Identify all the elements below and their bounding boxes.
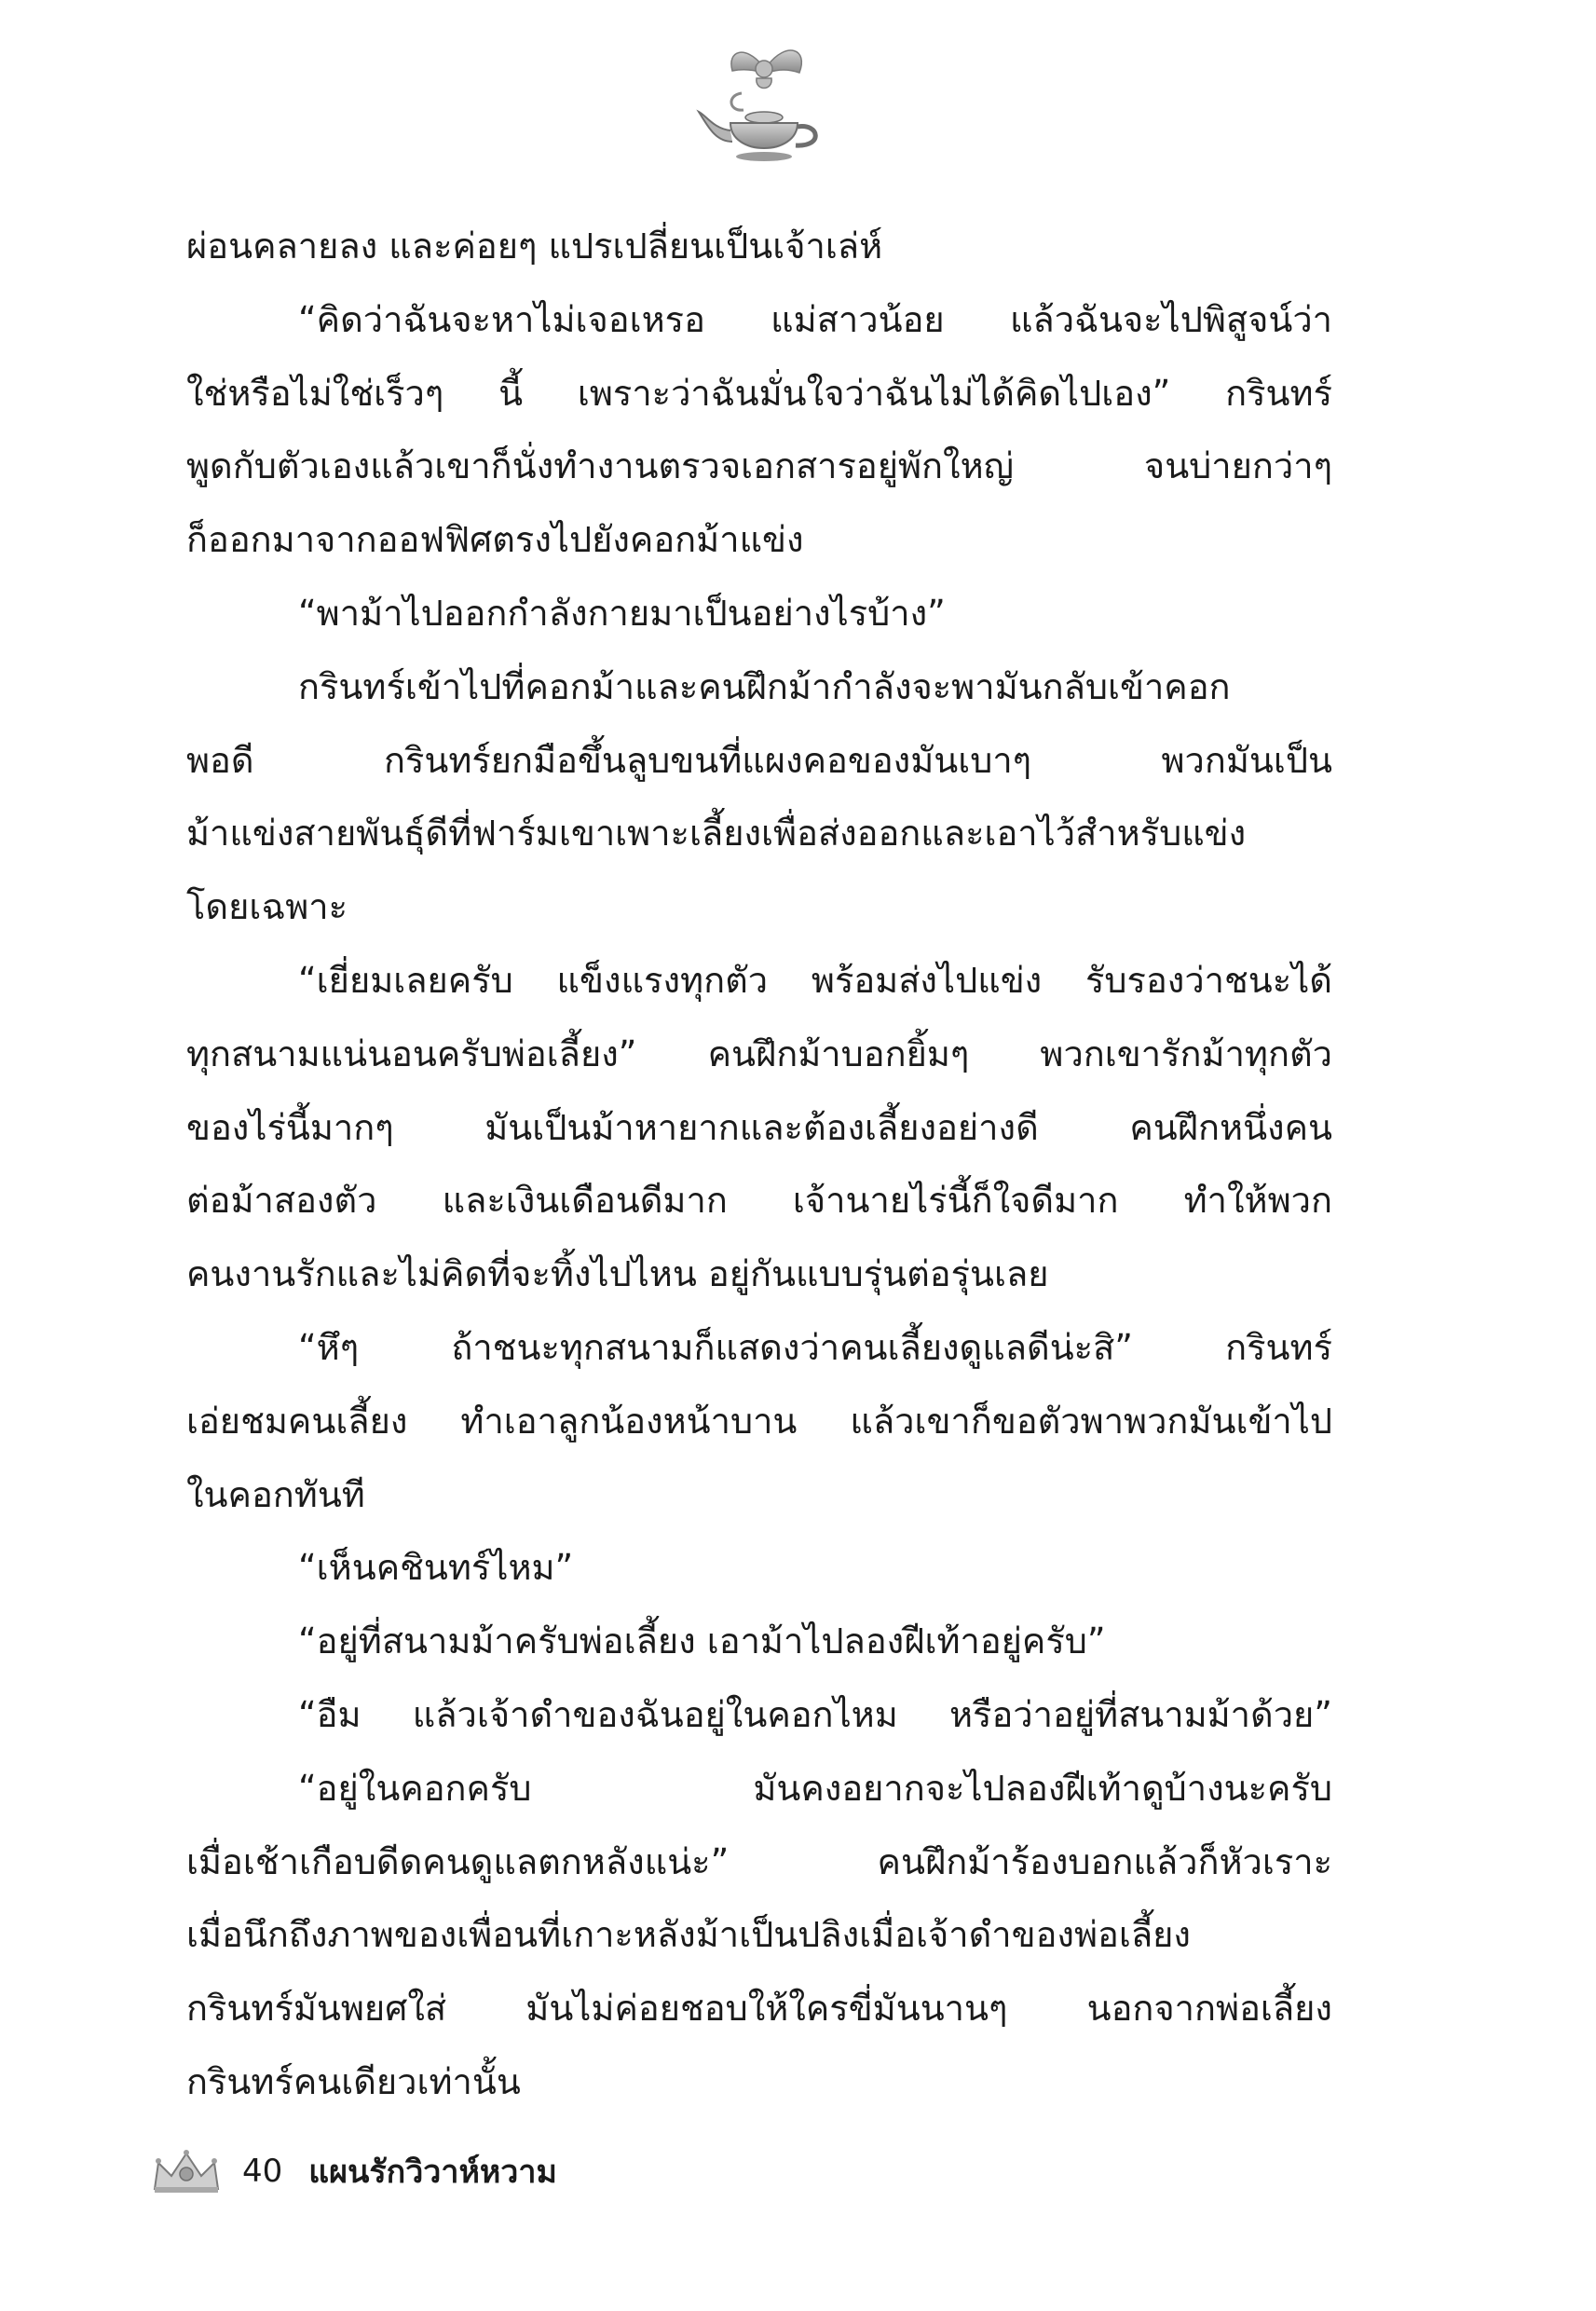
text-line: เมื่อเช้าเกือบดีดคนดูแลตกหลังแน่ะ” คนฝึกม้าร้องบอกแล้วก็หัวเราะ xyxy=(186,1840,1332,1882)
text-line: “คิดว่าฉันจะหาไม่เจอเหรอ แม่สาวน้อย แล้วฉันจะไปพิสูจน์ว่า xyxy=(298,298,1332,340)
text-line: ผ่อนคลายลง และค่อยๆ แปรเปลี่ยนเป็นเจ้าเล่ห์ xyxy=(186,226,883,267)
text-line: “อยู่ในคอกครับ มันคงอยากจะไปลองฝีเท้าดูบ้างนะครับ xyxy=(298,1767,1332,1809)
text-line: กรินทร์เข้าไปที่คอกม้าและคนฝึกม้ากำลังจะพามันกลับเข้าคอก xyxy=(298,665,1231,707)
text-line: ก็ออกมาจากออฟฟิศตรงไปยังคอกม้าแข่ง xyxy=(186,519,804,561)
text-line: พูดกับตัวเองแล้วเขาก็นั่งทำงานตรวจเอกสารอยู่พักใหญ่ จนบ่ายกว่าๆ xyxy=(186,445,1332,487)
text-line: เอ่ยชมคนเลี้ยง ทำเอาลูกน้องหน้าบาน แล้วเขาก็ขอตัวพาพวกมันเข้าไป xyxy=(186,1400,1332,1442)
text-line: พอดี กรินทร์ยกมือขึ้นลูบขนที่แผงคอของมันเบาๆ พวกมันเป็น xyxy=(186,739,1332,781)
text-line: ทุกสนามแน่นอนครับพ่อเลี้ยง” คนฝึกม้าบอกยิ้มๆ พวกเขารักม้าทุกตัว xyxy=(186,1032,1332,1074)
text-line: “พาม้าไปออกกำลังกายมาเป็นอย่างไรบ้าง” xyxy=(298,592,946,634)
body-text xyxy=(186,210,1332,2119)
text-line: กรินทร์มันพยศใส่ มันไม่ค่อยชอบให้ใครขี่มันนานๆ นอกจากพ่อเลี้ยง xyxy=(186,1988,1332,2030)
book-title: แผนรักวิวาห์หวาม xyxy=(308,2154,557,2191)
text-line: “เยี่ยมเลยครับ แข็งแรงทุกตัว พร้อมส่งไปแข่ง รับรองว่าชนะได้ xyxy=(298,959,1332,1001)
cupid-teapot-icon xyxy=(689,37,839,177)
text-line: กรินทร์คนเดียวเท่านั้น xyxy=(186,2060,521,2102)
page-number: 40 xyxy=(242,2153,283,2190)
text-line: โดยเฉพาะ xyxy=(186,886,348,928)
text-line: “อยู่ที่สนามม้าครับพ่อเลี้ยง เอาม้าไปลองฝีเท้าอยู่ครับ” xyxy=(298,1620,1106,1662)
text-line: ของไร่นี้มากๆ มันเป็นม้าหายากและต้องเลี้ยงอย่างดี คนฝึกหนึ่งคน xyxy=(186,1106,1332,1148)
text-line: ต่อม้าสองตัว และเงินเดือนดีมาก เจ้านายไร่นี้ก็ใจดีมาก ทำให้พวก xyxy=(186,1180,1332,1222)
text-line: ใช่หรือไม่ใช่เร็วๆ นี้ เพราะว่าฉันมั่นใจว่าฉันไม่ได้คิดไปเอง” กรินทร์ xyxy=(186,372,1332,414)
text-line: เมื่อนึกถึงภาพของเพื่อนที่เกาะหลังม้าเป็นปลิงเมื่อเจ้าดำของพ่อเลี้ยง xyxy=(186,1914,1191,1956)
page-footer xyxy=(149,2139,557,2204)
text-line: ม้าแข่งสายพันธุ์ดีที่ฟาร์มเขาเพาะเลี้ยงเพื่อส่งออกและเอาไว้สำหรับแข่ง xyxy=(186,813,1247,855)
text-line: “หึๆ ถ้าชนะทุกสนามก็แสดงว่าคนเลี้ยงดูแลดีน่ะสิ” กรินทร์ xyxy=(298,1326,1332,1368)
crown-icon xyxy=(149,2146,224,2197)
text-line: ในคอกทันที xyxy=(186,1473,365,1515)
text-line: “เห็นคชินทร์ไหม” xyxy=(298,1547,574,1589)
text-line: “อืม แล้วเจ้าดำของฉันอยู่ในคอกไหม หรือว่าอยู่ที่สนามม้าด้วย” xyxy=(298,1693,1332,1735)
text-line: คนงานรักและไม่คิดที่จะทิ้งไปไหน อยู่กันแบบรุ่นต่อรุ่นเลย xyxy=(186,1253,1049,1295)
